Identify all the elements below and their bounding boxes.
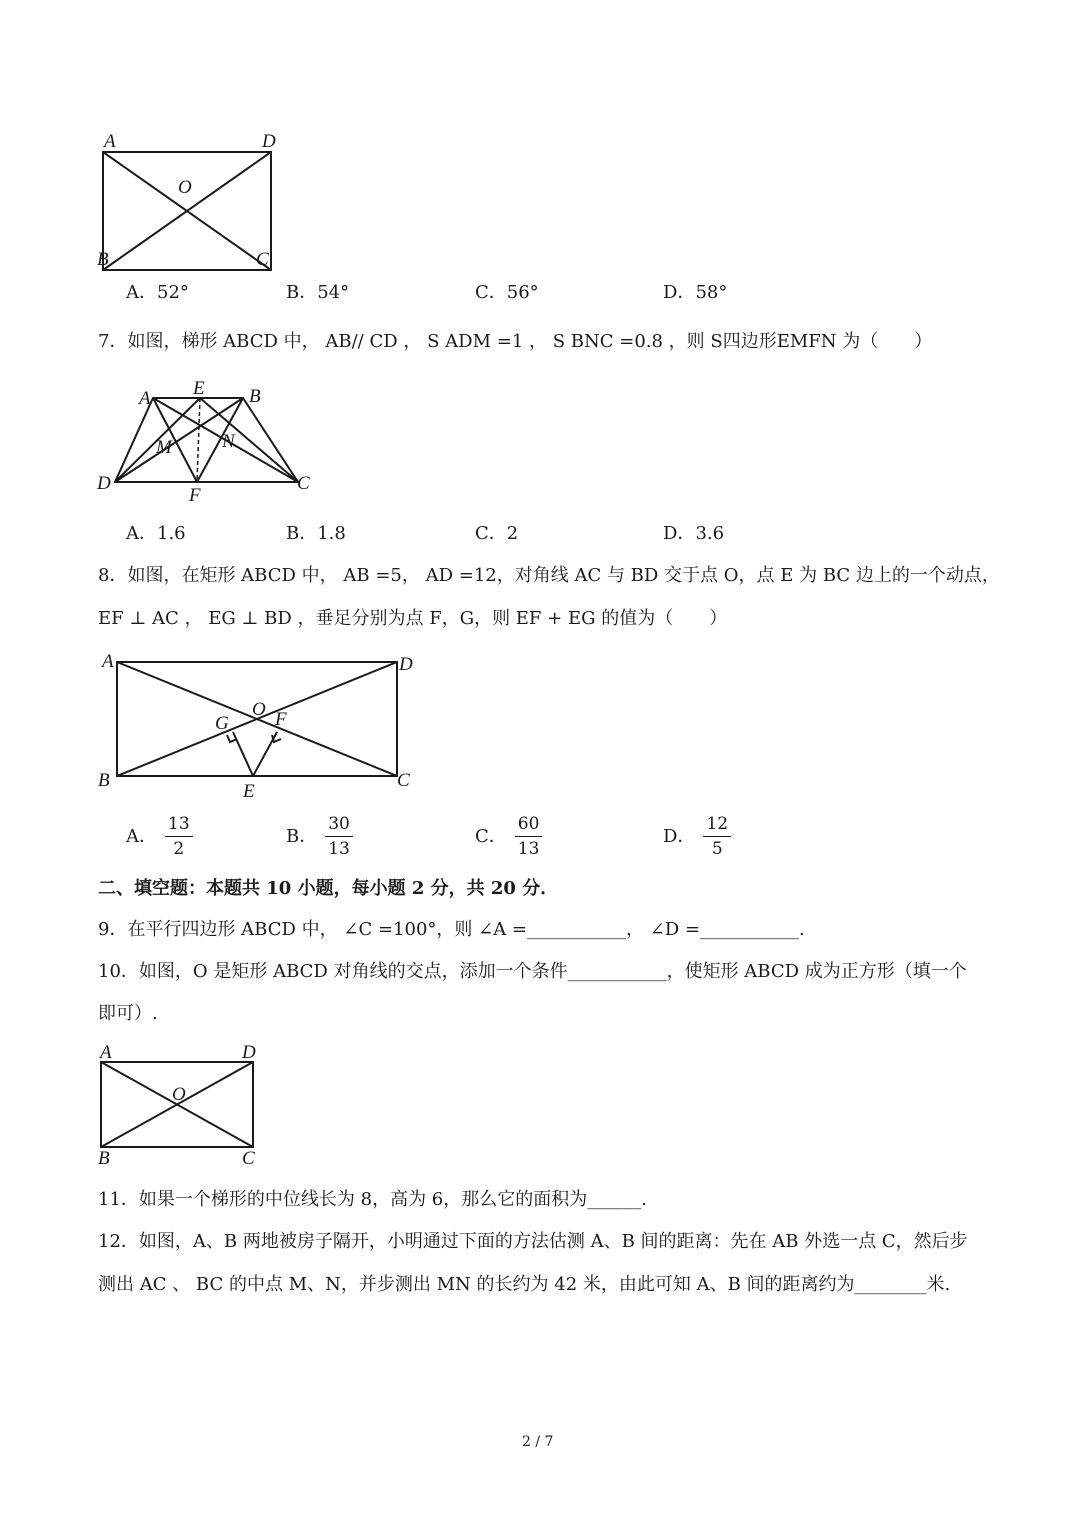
q8-label-a: A — [102, 651, 114, 672]
q10-question-line2: 即可）. — [98, 1003, 158, 1024]
q6-option-b: B．54° — [286, 282, 350, 303]
q7-option-d: D．3.6 — [663, 523, 725, 544]
q9-question-text: 9．在平行四边形 ABCD 中， ∠C =100°，则 ∠A =___________， ∠D =___________. — [98, 919, 805, 940]
q8-label-o: O — [252, 699, 266, 720]
q6-label-d: D — [262, 131, 276, 152]
q8-label-f: F — [275, 709, 287, 730]
q7-trapezoid-figure — [92, 375, 327, 505]
q6-option-d: D．58° — [663, 282, 728, 303]
q7-question-text: 7．如图，梯形 ABCD 中， AB// CD ， S ADM =1 ， S BNC =0.8 ，则 S四边形EMFN 为（ ） — [98, 331, 933, 352]
q10-label-d: D — [242, 1042, 256, 1063]
q10-label-b: B — [98, 1148, 110, 1169]
q8-option-c-fraction: $\frac{60}{13}$ — [515, 815, 543, 858]
section2-heading: 二、填空题：本题共 10 小题，每小题 2 分，共 20 分． — [98, 878, 559, 899]
q8-option-d: D． $\frac{12}{5}$ — [663, 815, 731, 858]
q7-label-m: M — [156, 437, 172, 458]
q8-option-c: C． $\frac{60}{13}$ — [475, 815, 542, 858]
q8-label-b: B — [98, 770, 110, 791]
q8-option-d-fraction: $\frac{12}{5}$ — [703, 815, 731, 858]
page-number: 2 / 7 — [522, 1434, 554, 1450]
q8-option-b-fraction: $\frac{30}{13}$ — [325, 815, 353, 858]
q7-label-d: D — [97, 473, 111, 494]
q12-question-line1: 12．如图，A、B 两地被房子隔开，小明通过下面的方法估测 A、B 间的距离：先在 AB 外选一点 C，然后步 — [98, 1231, 968, 1252]
q6-label-o: O — [178, 177, 192, 198]
q8-label-g: G — [215, 713, 229, 734]
q8-label-c: C — [397, 770, 410, 791]
q10-label-a: A — [100, 1042, 112, 1063]
q8-question-line2: EF ⊥ AC ， EG ⊥ BD ，垂足分别为点 F，G，则 EF + EG 的值为（ ） — [98, 608, 728, 629]
q6-label-c: C — [256, 249, 269, 270]
q12-question-line2: 测出 AC 、 BC 的中点 M、N，并步测出 MN 的长约为 42 米，由此可知 A、B 间的距离约为________米. — [98, 1274, 951, 1295]
q7-option-a: A．1.6 — [126, 523, 186, 544]
q6-option-c: C．56° — [475, 282, 539, 303]
q8-option-a-fraction: $\frac{13}{2}$ — [165, 815, 193, 858]
q10-label-o: O — [172, 1084, 186, 1105]
q10-label-c: C — [242, 1148, 255, 1169]
q10-rectangle-figure — [90, 1040, 270, 1170]
q8-option-b: B． $\frac{30}{13}$ — [286, 815, 353, 858]
q8-option-a: A． $\frac{13}{2}$ — [126, 815, 193, 858]
q7-label-e: E — [193, 378, 205, 399]
q6-label-a: A — [104, 131, 116, 152]
q7-label-n: N — [222, 431, 235, 452]
q10-question-line1: 10．如图，O 是矩形 ABCD 对角线的交点，添加一个条件___________，使矩形 ABCD 成为正方形（填一个 — [98, 961, 967, 982]
q6-rectangle-figure — [90, 125, 300, 275]
q7-option-c: C．2 — [475, 523, 519, 544]
q7-label-c: C — [297, 473, 310, 494]
q7-label-a: A — [139, 388, 151, 409]
q11-question-text: 11．如果一个梯形的中位线长为 8，高为 6，那么它的面积为______. — [98, 1189, 647, 1210]
q7-label-f: F — [189, 485, 201, 505]
q8-label-e: E — [243, 781, 255, 802]
q8-label-d: D — [399, 654, 413, 675]
q6-option-a: A．52° — [126, 282, 189, 303]
q6-label-b: B — [97, 249, 109, 270]
q8-question-line1: 8．如图，在矩形 ABCD 中， AB =5， AD =12，对角线 AC 与 BD 交于点 O，点 E 为 BC 边上的一个动点， — [98, 565, 1000, 586]
q7-option-b: B．1.8 — [286, 523, 346, 544]
q8-rectangle-figure — [90, 645, 430, 805]
q7-label-b: B — [249, 386, 261, 407]
